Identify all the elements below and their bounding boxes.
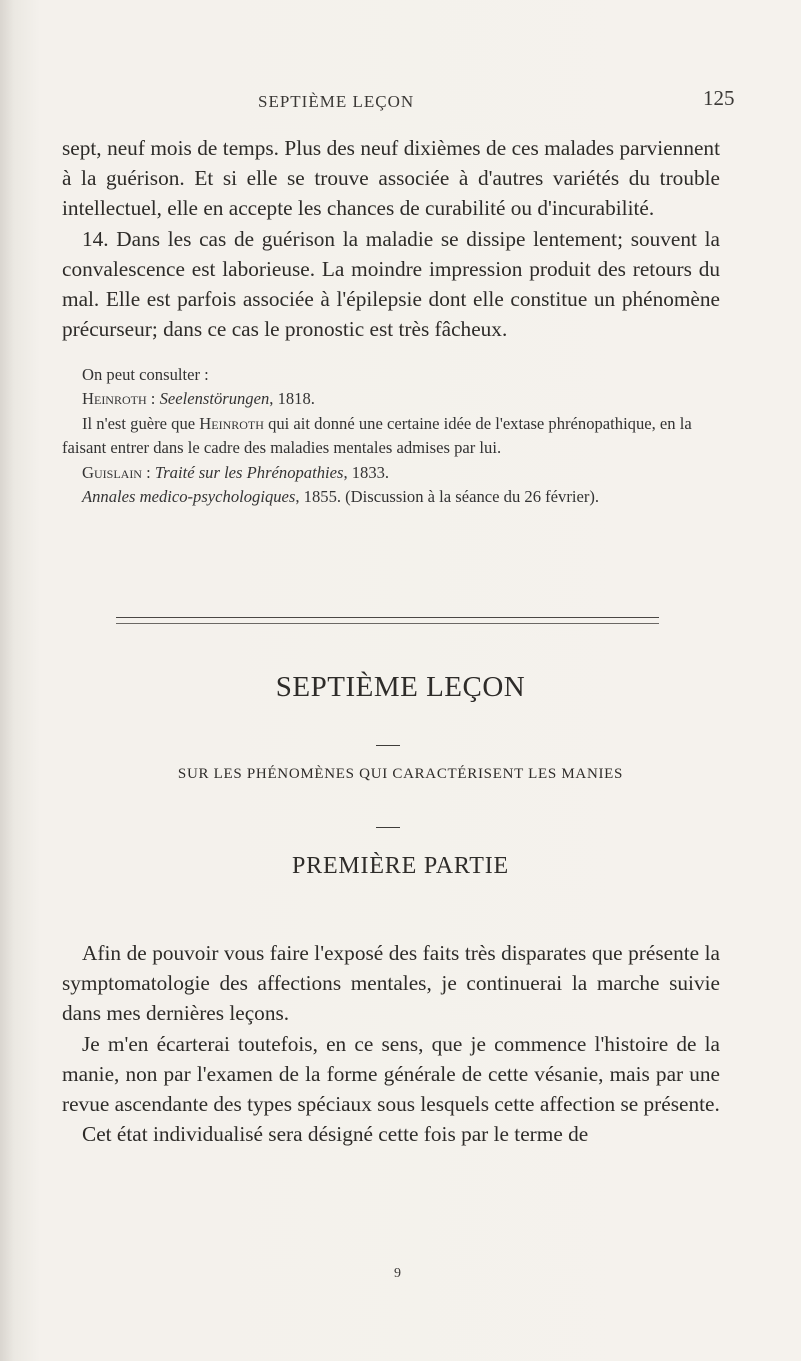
- author-name: Heinroth: [199, 413, 264, 433]
- references-block: [62, 363, 720, 509]
- body-text-bottom: [62, 938, 720, 1149]
- paragraph: Je m'en écarterai toutefois, en ce sens, que je commence l'histoire de la manie, non par l'examen de la forme générale de cette vésanie, mais par une revue ascendante des types spéciaux sous lesquels cette affection se présente.: [62, 1031, 720, 1117]
- separator: :: [141, 462, 155, 482]
- reference-note: [62, 412, 720, 461]
- work-title: Annales medico-psychologiques: [82, 487, 296, 507]
- author-name: Guislain: [82, 462, 142, 482]
- work-year: , 1818.: [269, 389, 315, 409]
- paragraph: 14. Dans les cas de guérison la maladie se dissipe lentement; souvent la convalescence est laborieuse. La moindre impression produit des retours du mal. Elle est parfois associée à l'épilepsie dont elle constitue un phénomène précurseur; dans ce cas le pronostic est très fâcheux.: [62, 226, 720, 342]
- part-title: PREMIÈRE PARTIE: [291, 853, 510, 879]
- separator: :: [146, 389, 160, 409]
- short-rule: [376, 745, 400, 746]
- body-text-top: [62, 133, 720, 344]
- signature-mark: 9: [394, 1266, 401, 1281]
- paragraph: Cet état individualisé sera désigné cette fois par le terme de: [82, 1122, 589, 1147]
- author-name: Heinroth: [82, 389, 147, 409]
- work-detail: , 1855. (Discussion à la séance du 26 février).: [295, 487, 600, 507]
- paragraph: Afin de pouvoir vous faire l'exposé des faits très disparates que présente la symptomatologie des affections mentales, je continuerai la marche suivie dans mes dernières leçons.: [62, 941, 720, 1026]
- work-title: Traité sur les Phrénopathies: [154, 462, 344, 482]
- work-year: , 1833.: [343, 462, 390, 482]
- section-divider: [116, 617, 659, 624]
- paragraph: sept, neuf mois de temps. Plus des neuf dixièmes de ces malades parviennent à la guérison. Et si elle se trouve associée à d'autres variétés du trouble intellectuel, elle en accepte les chances de curabilité ou d'incurabilité.: [62, 136, 720, 221]
- work-title: Seelenstörungen: [159, 389, 270, 409]
- note-text: Il n'est guère que: [82, 413, 200, 433]
- running-head: SEPTIÈME LEÇON: [258, 92, 415, 111]
- page-number: 125: [703, 86, 735, 110]
- reference-heinroth: [62, 387, 720, 411]
- chapter-title: SEPTIÈME LEÇON: [275, 671, 526, 703]
- reference-annales: [62, 485, 720, 509]
- short-rule: [376, 827, 400, 828]
- reference-guislain: [62, 461, 720, 485]
- chapter-subtitle: SUR LES PHÉNOMÈNES QUI CARACTÉRISENT LES MANIES: [177, 766, 624, 782]
- note-text: qui ait donné une certaine idée de l'extase phrénopathique, en la faisant entrer dans le cadre des maladies mentales admises par lui.: [62, 413, 692, 458]
- references-intro: On peut consulter :: [82, 365, 209, 384]
